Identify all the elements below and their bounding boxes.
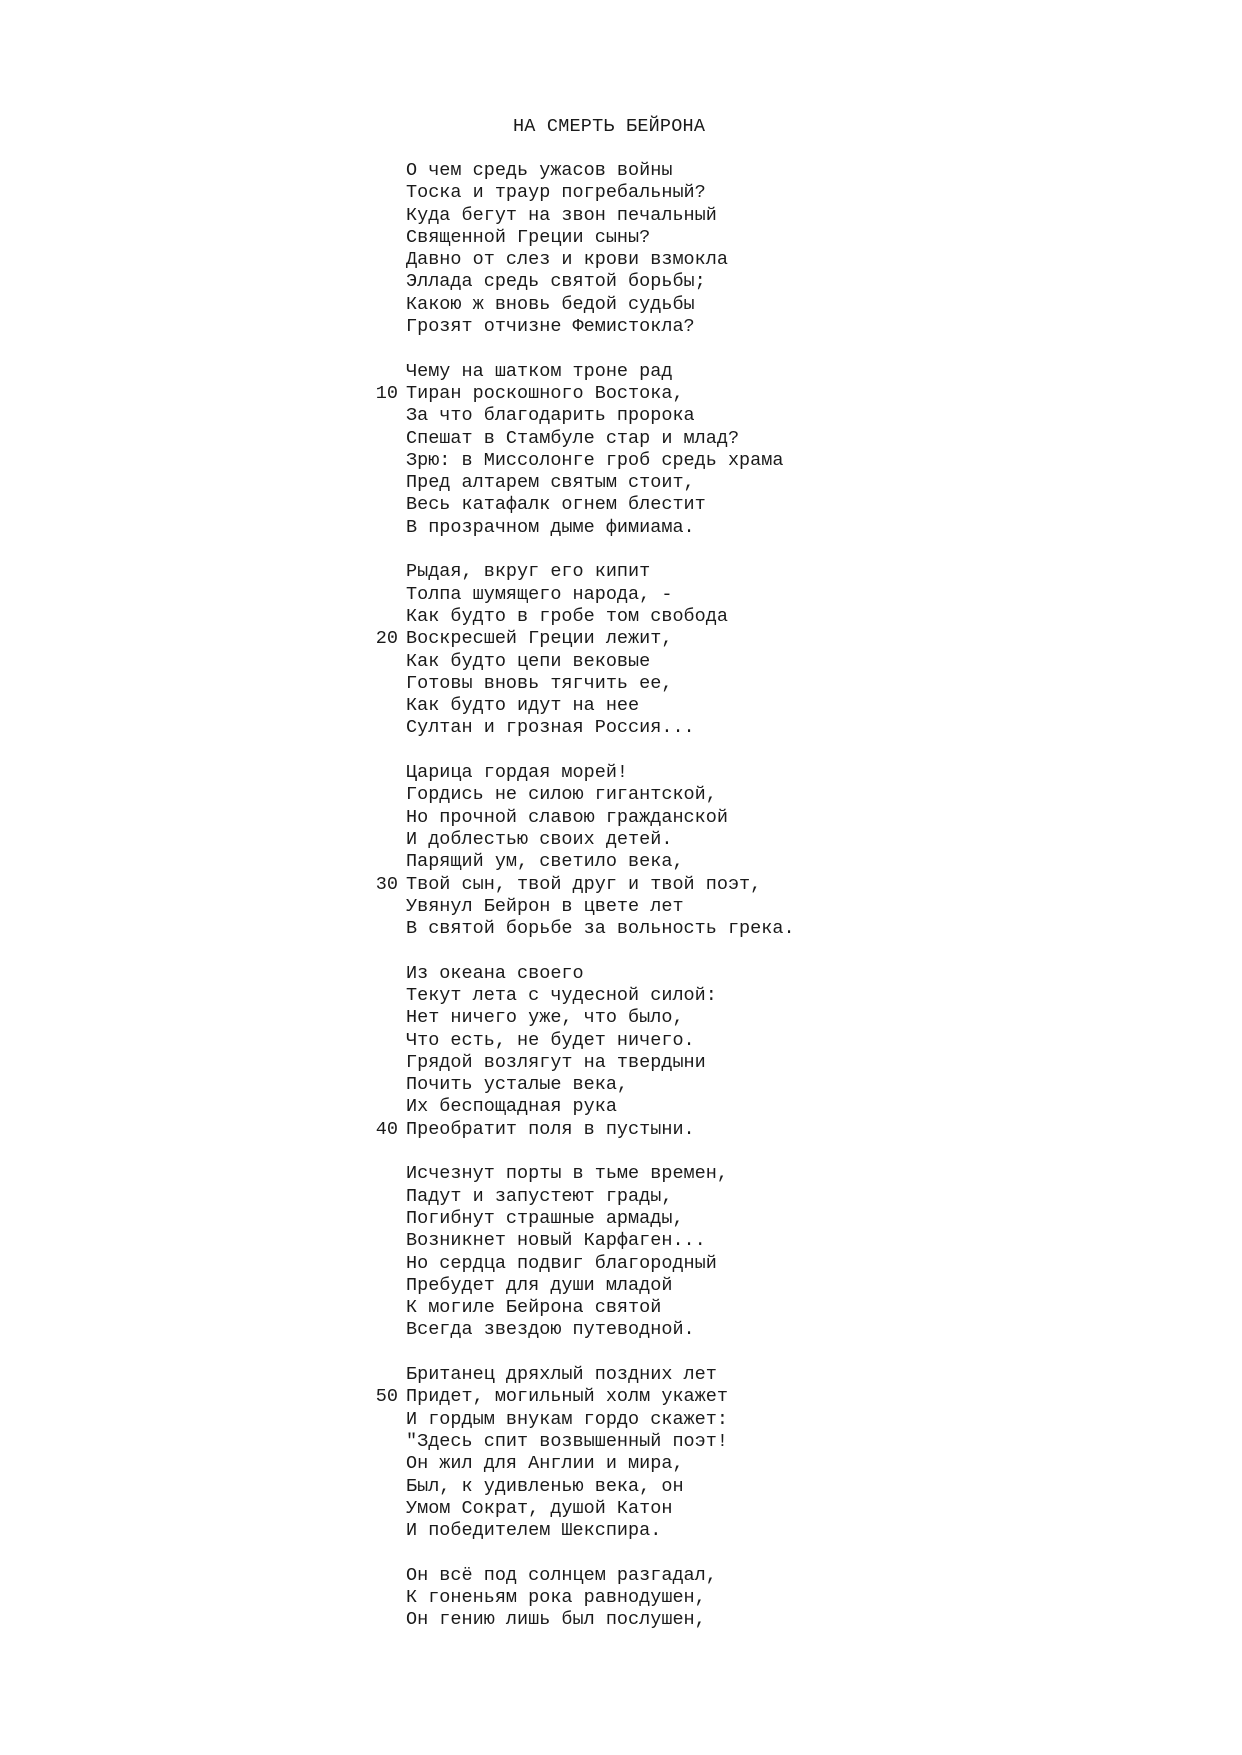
poem-line: [370, 1587, 795, 1609]
line-text: Султан и грозная Россия...: [406, 717, 695, 739]
line-text: За что благодарить пророка: [406, 405, 695, 427]
stanza: [370, 1163, 795, 1341]
poem-line: [370, 227, 795, 249]
line-text: Как будто идут на нее: [406, 695, 640, 717]
line-text: К могиле Бейрона святой: [406, 1297, 662, 1319]
poem-line: [370, 1052, 795, 1074]
line-text: Возникнет новый Карфаген...: [406, 1230, 706, 1252]
poem-line: [370, 561, 795, 583]
poem-line: [370, 1275, 795, 1297]
line-text: В прозрачном дыме фимиама.: [406, 516, 695, 538]
poem-line: [370, 717, 795, 739]
poem-line: [370, 1609, 795, 1631]
line-text: Священной Греции сыны?: [406, 226, 651, 248]
stanza: [370, 762, 795, 940]
line-text: И гордым внукам гордо скажет:: [406, 1408, 728, 1430]
line-number: 50: [375, 1386, 398, 1408]
line-text: Всегда звездою путеводной.: [406, 1319, 695, 1341]
line-text: Нет ничего уже, что было,: [406, 1007, 684, 1029]
stanza: [370, 160, 795, 338]
line-text: Готовы вновь тягчить ее,: [406, 672, 673, 694]
line-text: Британец дряхлый поздних лет: [406, 1364, 717, 1386]
line-text: Толпа шумящего народа, -: [406, 583, 673, 605]
line-text: Твой сын, твой друг и твой поэт,: [406, 873, 762, 895]
stanza: [370, 1364, 795, 1542]
line-text: Куда бегут на звон печальный: [406, 204, 717, 226]
line-text: Придет, могильный холм укажет: [406, 1386, 728, 1408]
line-number: 10: [375, 382, 398, 404]
line-number: 30: [375, 873, 398, 895]
stanza: [370, 1565, 795, 1632]
poem-line: [370, 383, 795, 405]
line-text: Давно от слез и крови взмокла: [406, 249, 728, 271]
poem-line: [370, 1007, 795, 1029]
poem-line: [370, 1119, 795, 1141]
poem-line: [370, 896, 795, 918]
line-text: Увянул Бейрон в цвете лет: [406, 895, 684, 917]
line-text: Он жил для Англии и мира,: [406, 1453, 684, 1475]
line-text: Погибнут страшные армады,: [406, 1207, 684, 1229]
poem-line: [370, 1409, 795, 1431]
line-number: 20: [375, 628, 398, 650]
line-text: И победителем Шекспира.: [406, 1520, 662, 1542]
poem-line: [370, 249, 795, 271]
poem-line: [370, 405, 795, 427]
line-text: Преобратит поля в пустыни.: [406, 1118, 695, 1140]
poem-line: [370, 205, 795, 227]
poem-line: [370, 673, 795, 695]
poem-line: [370, 494, 795, 516]
poem-line: [370, 651, 795, 673]
poem-line: [370, 1096, 795, 1118]
poem-line: [370, 628, 795, 650]
poem-line: [370, 1386, 795, 1408]
poem-line: [370, 762, 795, 784]
line-text: Рыдая, вкруг его кипит: [406, 561, 651, 583]
line-text: Почить усталые века,: [406, 1074, 629, 1096]
poem-line: [370, 1186, 795, 1208]
poem-line: [370, 1476, 795, 1498]
poem-line: [370, 1253, 795, 1275]
poem-line: [370, 1520, 795, 1542]
line-text: Умом Сократ, душой Катон: [406, 1497, 673, 1519]
poem-line: [370, 1498, 795, 1520]
poem-line: [370, 271, 795, 293]
poem-line: [370, 472, 795, 494]
poem-body: [370, 160, 795, 1654]
line-text: Но сердца подвиг благородный: [406, 1252, 717, 1274]
line-text: Он гению лишь был послушен,: [406, 1609, 706, 1631]
line-text: Как будто в гробе том свобода: [406, 605, 728, 627]
poem-line: [370, 1565, 795, 1587]
line-text: Исчезнут порты в тьме времен,: [406, 1163, 728, 1185]
line-text: В святой борьбе за вольность грека.: [406, 918, 795, 940]
poem-line: [370, 450, 795, 472]
line-text: Из океана своего: [406, 962, 584, 984]
poem-line: [370, 985, 795, 1007]
line-text: "Здесь спит возвышенный поэт!: [406, 1430, 728, 1452]
line-text: Спешат в Стамбуле стар и млад?: [406, 427, 740, 449]
line-text: Тоска и траур погребальный?: [406, 182, 706, 204]
poem-line: [370, 963, 795, 985]
poem-line: [370, 1030, 795, 1052]
poem-line: [370, 160, 795, 182]
line-text: Чему на шатком троне рад: [406, 360, 673, 382]
line-text: Пред алтарем святым стоит,: [406, 472, 695, 494]
poem-line: [370, 316, 795, 338]
stanza: [370, 361, 795, 539]
line-text: Зрю: в Миссолонге гроб средь храма: [406, 449, 784, 471]
poem-line: [370, 1230, 795, 1252]
poem-line: [370, 807, 795, 829]
line-text: Парящий ум, светило века,: [406, 851, 684, 873]
line-text: Царица гордая морей!: [406, 762, 629, 784]
line-text: О чем средь ужасов войны: [406, 160, 673, 181]
line-text: Воскресшей Греции лежит,: [406, 628, 673, 650]
poem-line: [370, 361, 795, 383]
line-text: Грядой возлягут на твердыни: [406, 1051, 706, 1073]
line-text: Но прочной славою гражданской: [406, 806, 728, 828]
poem-line: [370, 1297, 795, 1319]
line-text: Он всё под солнцем разгадал,: [406, 1564, 717, 1586]
line-text: Весь катафалк огнем блестит: [406, 494, 706, 516]
poem-line: [370, 1453, 795, 1475]
poem-line: [370, 784, 795, 806]
poem-line: [370, 1074, 795, 1096]
line-text: Что есть, не будет ничего.: [406, 1029, 695, 1051]
poem-line: [370, 874, 795, 896]
stanza: [370, 561, 795, 739]
stanza: [370, 963, 795, 1141]
line-text: Тиран роскошного Востока,: [406, 382, 684, 404]
poem-title: НА СМЕРТЬ БЕЙРОНА: [513, 116, 706, 137]
line-text: Падут и запустеют грады,: [406, 1185, 673, 1207]
line-text: Эллада средь святой борьбы;: [406, 271, 706, 293]
poem-line: [370, 294, 795, 316]
poem-line: [370, 606, 795, 628]
poem-line: [370, 584, 795, 606]
line-text: Текут лета с чудесной силой:: [406, 984, 717, 1006]
poem-line: [370, 182, 795, 204]
poem-line: [370, 1364, 795, 1386]
line-number: 40: [375, 1118, 398, 1140]
line-text: И доблестью своих детей.: [406, 828, 673, 850]
line-text: Пребудет для души младой: [406, 1274, 673, 1296]
poem-line: [370, 517, 795, 539]
poem-line: [370, 851, 795, 873]
poem-line: [370, 1163, 795, 1185]
line-text: Гордись не силою гигантской,: [406, 784, 717, 806]
line-text: Их беспощадная рука: [406, 1096, 617, 1118]
line-text: К гоненьям рока равнодушен,: [406, 1587, 706, 1608]
line-text: Какою ж вновь бедой судьбы: [406, 293, 695, 315]
poem-line: [370, 829, 795, 851]
line-text: Был, к удивленью века, он: [406, 1475, 684, 1497]
poem-line: [370, 1431, 795, 1453]
poem-line: [370, 695, 795, 717]
line-text: Как будто цепи вековые: [406, 650, 651, 672]
poem-line: [370, 1319, 795, 1341]
line-text: Грозят отчизне Фемистокла?: [406, 316, 695, 338]
poem-line: [370, 1208, 795, 1230]
poem-line: [370, 428, 795, 450]
poem-line: [370, 918, 795, 940]
